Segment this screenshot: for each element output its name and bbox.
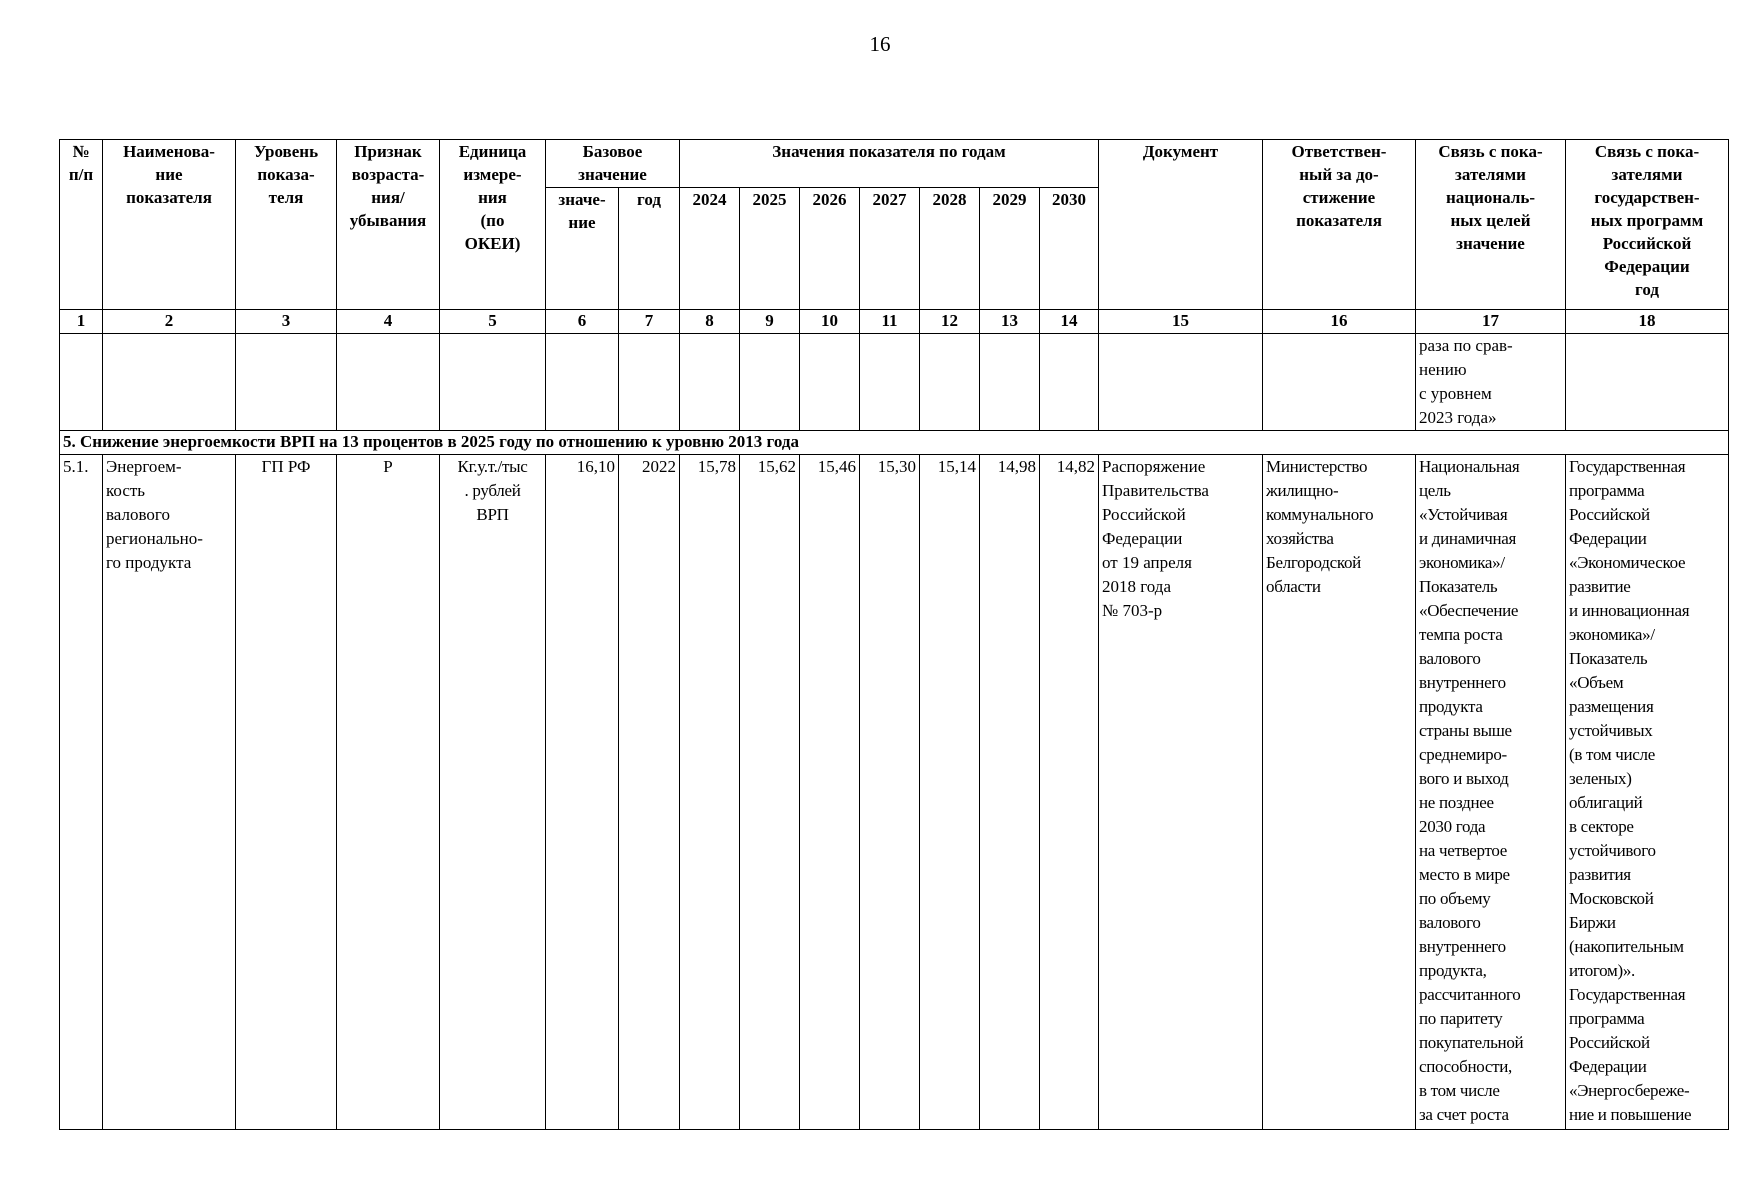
empty-cell — [800, 334, 860, 431]
column-number: 7 — [619, 310, 680, 334]
link-national-text: Национальная цель «Устойчивая и динамичная экономика»/ Показатель «Обеспечение темпа роста валового внутреннего продукта страны выше среднемиро- вого и выход не позднее 2030 года на четвертое место в мире по объему валового внутреннего продукта, рассчитанного по паритету покупательной способности, в том числе за счет роста — [1416, 455, 1566, 1130]
column-number: 13 — [980, 310, 1040, 334]
header-year: 2024 — [680, 188, 740, 310]
column-number: 11 — [860, 310, 920, 334]
document-text: Распоряжение Правительства Российской Федерации от 19 апреля 2018 года № 703-р — [1099, 455, 1263, 1130]
row-number: 5.1. — [60, 455, 103, 1130]
header-trend: Признак возраста- ния/ убывания — [337, 140, 440, 310]
column-number: 18 — [1566, 310, 1729, 334]
empty-cell — [1263, 334, 1416, 431]
year-value: 15,30 — [860, 455, 920, 1130]
header-document: Документ — [1099, 140, 1263, 310]
continuation-text: раза по срав- нению с уровнем 2023 года» — [1416, 334, 1566, 431]
year-value: 14,98 — [980, 455, 1040, 1130]
year-value: 15,78 — [680, 455, 740, 1130]
year-value: 14,82 — [1040, 455, 1099, 1130]
header-link-national: Связь с пока- зателями националь- ных целей значение — [1416, 140, 1566, 310]
header-base-year: год — [619, 188, 680, 310]
header-year: 2030 — [1040, 188, 1099, 310]
header-unit: Единица измере- ния (по ОКЕИ) — [440, 140, 546, 310]
base-value: 16,10 — [546, 455, 619, 1130]
column-number: 12 — [920, 310, 980, 334]
empty-cell — [1099, 334, 1263, 431]
empty-cell — [860, 334, 920, 431]
empty-cell — [60, 334, 103, 431]
section-title: 5. Снижение энергоемкости ВРП на 13 процентов в 2025 году по отношению к уровню 2013 года — [60, 431, 1729, 455]
empty-cell — [440, 334, 546, 431]
empty-cell — [680, 334, 740, 431]
column-number: 17 — [1416, 310, 1566, 334]
header-row — [60, 140, 1729, 188]
header-num: № п/п — [60, 140, 103, 310]
responsible-text: Министерство жилищно- коммунального хозяйства Белгородской области — [1263, 455, 1416, 1130]
column-number: 8 — [680, 310, 740, 334]
year-value: 15,14 — [920, 455, 980, 1130]
column-number: 10 — [800, 310, 860, 334]
year-value: 15,46 — [800, 455, 860, 1130]
column-number: 4 — [337, 310, 440, 334]
indicator-unit: Кг.у.т./тыс . рублей ВРП — [440, 455, 546, 1130]
empty-cell — [980, 334, 1040, 431]
column-number: 15 — [1099, 310, 1263, 334]
empty-cell — [1040, 334, 1099, 431]
indicator-name: Энергоем- кость валового регионально- го продукта — [103, 455, 236, 1130]
empty-cell — [920, 334, 980, 431]
header-year: 2027 — [860, 188, 920, 310]
header-responsible: Ответствен- ный за до- стижение показателя — [1263, 140, 1416, 310]
empty-cell — [619, 334, 680, 431]
link-state-text: Государственная программа Российской Федерации «Экономическое развитие и инновационная экономика»/ Показатель «Объем размещения устойчивых (в том числе зеленых) облигаций в секторе устойчивого развития Московской Биржи (накопительным итогом)». Государственная программа Российской Федерации «Энергосбереже- ние и повышение — [1566, 455, 1729, 1130]
column-number: 2 — [103, 310, 236, 334]
section-row — [60, 431, 1729, 455]
header-year: 2026 — [800, 188, 860, 310]
header-by-years: Значения показателя по годам — [680, 140, 1099, 188]
column-number: 3 — [236, 310, 337, 334]
indicator-trend: Р — [337, 455, 440, 1130]
header-year: 2025 — [740, 188, 800, 310]
column-number: 6 — [546, 310, 619, 334]
header-name: Наименова- ние показателя — [103, 140, 236, 310]
column-number: 1 — [60, 310, 103, 334]
indicators-table — [59, 139, 1729, 1130]
header-level: Уровень показа- теля — [236, 140, 337, 310]
empty-cell — [740, 334, 800, 431]
header-base: Базовое значение — [546, 140, 680, 188]
indicator-level: ГП РФ — [236, 455, 337, 1130]
indicator-row — [60, 455, 1729, 1130]
header-link-state: Связь с пока- зателями государствен- ных программ Российской Федерации год — [1566, 140, 1729, 310]
header-year: 2029 — [980, 188, 1040, 310]
column-number: 9 — [740, 310, 800, 334]
year-value: 15,62 — [740, 455, 800, 1130]
column-number: 5 — [440, 310, 546, 334]
column-number: 14 — [1040, 310, 1099, 334]
header-base-value: значе- ние — [546, 188, 619, 310]
empty-cell — [546, 334, 619, 431]
empty-cell — [337, 334, 440, 431]
page-number: 16 — [869, 32, 891, 56]
column-number: 16 — [1263, 310, 1416, 334]
column-numbers-row — [60, 310, 1729, 334]
header-year: 2028 — [920, 188, 980, 310]
base-year: 2022 — [619, 455, 680, 1130]
empty-cell — [1566, 334, 1729, 431]
empty-cell — [103, 334, 236, 431]
continuation-row — [60, 334, 1729, 431]
empty-cell — [236, 334, 337, 431]
